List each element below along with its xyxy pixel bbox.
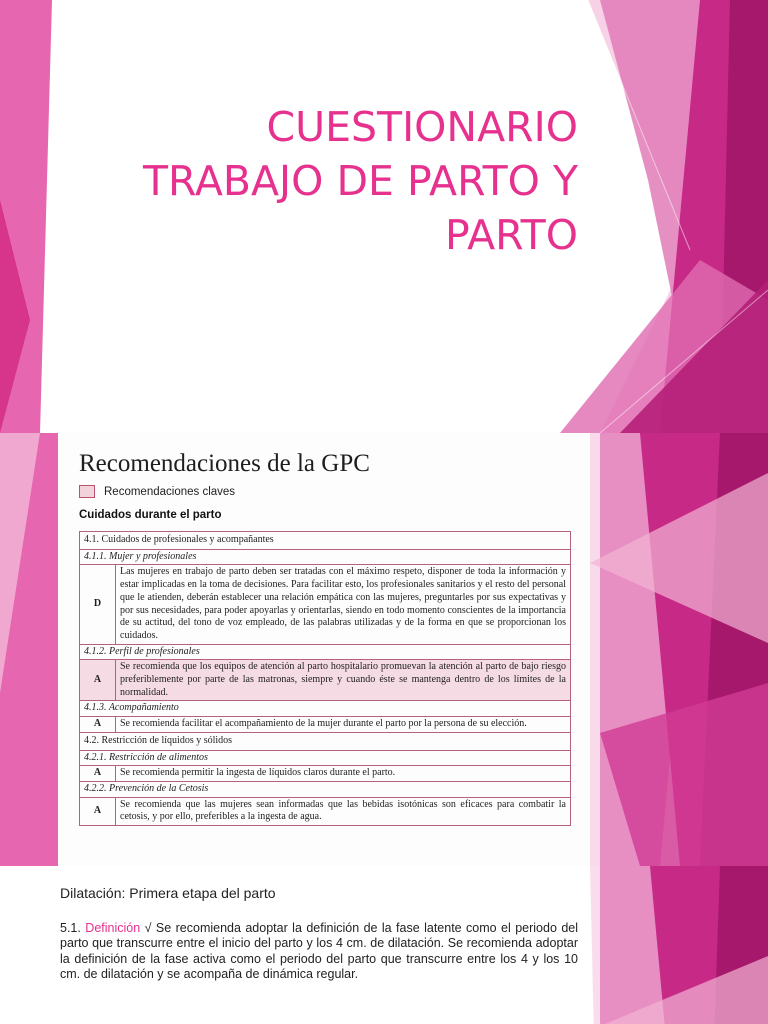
subsection-cell: 4.1.2. Perfil de profesionales — [80, 644, 571, 660]
dilatation-slide — [0, 866, 768, 1024]
section-heading: Dilatación: Primera etapa del parto — [60, 885, 276, 901]
para-text: √ Se recomienda adoptar la definición de la fase latente como el periodo del parto que transcurre entre el inicio del parto y los 4 cm. de dilatación. Se recomienda adoptar la definición de la fase activa como el periodo del parto que transcurre entre los 4 y los 10 cm. de dilatación y se acompaña de dinámica regular. — [60, 921, 579, 981]
gpc-image — [58, 433, 590, 866]
title-line-2: TRABAJO DE PARTO Y — [142, 157, 578, 205]
table-row — [80, 781, 571, 797]
subsection-cell: 4.1.3. Acompañamiento — [80, 701, 571, 717]
body-paragraph — [60, 921, 578, 982]
table-row — [80, 701, 571, 717]
para-number: 5.1. — [60, 921, 81, 935]
grade-cell: D — [80, 565, 116, 644]
subsection-cell: 4.2.1. Restricción de alimentos — [80, 750, 571, 766]
para-term: Definición — [85, 921, 141, 935]
recommendation-cell: Se recomienda que los equipos de atención al parto hospitalario promuevan la atención al parto de bajo riesgo preferiblemente por parte de las matronas, siempre y cuando éste se mantenga dentro de los límites de la normalidad. — [116, 660, 571, 701]
recommendation-cell: Se recomienda permitir la ingesta de líquidos claros durante el parto. — [116, 766, 571, 782]
recommendation-cell: Las mujeres en trabajo de parto deben ser tratadas con el máximo respeto, disponer de toda la información y estar implicadas en la toma de decisiones. Para facilitar esto, los profesionales sanitarios y el resto del personal que le atienden, deberán establecer una relación empática con las mujeres, preguntarles por sus expectativas y por sus necesidades, para poder apoyarlas y orientarlas, siendo en todo momento conscientes de la importancia de su actitud, del tono de voz empleado, de las palabras utilizadas y de la forma en que se proporcionan los cuidados. — [116, 565, 571, 644]
table-row — [80, 797, 571, 825]
table-row — [80, 732, 571, 750]
grade-cell: A — [80, 797, 116, 825]
gpc-subheading: Cuidados durante el parto — [79, 509, 222, 521]
recommendation-cell: Se recomienda que las mujeres sean informadas que las bebidas isotónicas son eficaces para combatir la cetosis, y por ello, preferibles a la ingesta de agua. — [116, 797, 571, 825]
gpc-slide — [0, 433, 768, 866]
table-row — [80, 750, 571, 766]
table-row — [80, 549, 571, 565]
recommendations-table — [79, 531, 571, 826]
grade-cell: A — [80, 766, 116, 782]
grade-cell: A — [80, 717, 116, 733]
gpc-heading: Recomendaciones de la GPC — [79, 450, 370, 477]
section-cell: 4.2. Restricción de líquidos y sólidos — [80, 732, 571, 750]
table-row — [80, 660, 571, 701]
slide-title — [108, 100, 578, 262]
table-row — [80, 766, 571, 782]
legend-swatch — [79, 485, 95, 498]
legend-label: Recomendaciones claves — [104, 485, 236, 498]
table-row — [80, 644, 571, 660]
subsection-cell: 4.2.2. Prevención de la Cetosis — [80, 781, 571, 797]
subsection-cell: 4.1.1. Mujer y profesionales — [80, 549, 571, 565]
table-row — [80, 717, 571, 733]
title-line-3: PARTO — [445, 211, 578, 259]
recommendation-cell: Se recomienda facilitar el acompañamiento de la mujer durante el parto por la persona de su elección. — [116, 717, 571, 733]
table-row — [80, 532, 571, 550]
legend — [79, 485, 235, 498]
title-slide — [0, 0, 768, 433]
grade-cell: A — [80, 660, 116, 701]
table-row — [80, 565, 571, 644]
section-cell: 4.1. Cuidados de profesionales y acompañantes — [80, 532, 571, 550]
title-line-1: CUESTIONARIO — [266, 103, 578, 151]
